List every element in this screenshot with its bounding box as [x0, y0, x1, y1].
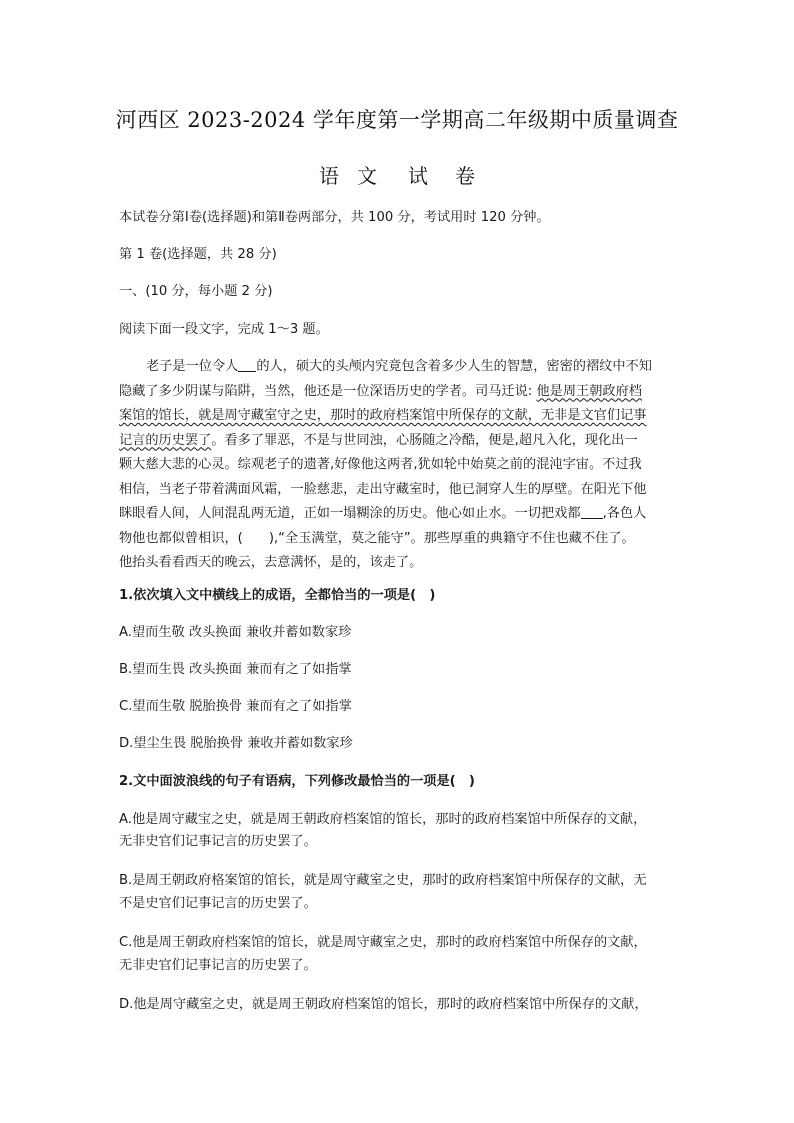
- passage-text: 眯眼看人间，人间混乱两无道，正如一塌糊涂的历史。他心如止水。一切把戏都: [119, 506, 581, 521]
- passage-text: 物他也都似曾相识，(: [119, 530, 243, 546]
- wavy-sentence: 他是周王朝政府档: [536, 383, 642, 399]
- exam-title: 河西区 2023-2024 学年度第一学期高二年级期中质量调查: [115, 108, 679, 132]
- reading-passage: [119, 355, 684, 576]
- fill-blank: [238, 357, 256, 372]
- question-1-option-a: A.望而生敬 改头换面 兼收并蓄如数家珍: [119, 625, 352, 640]
- exam-intro: 本试卷分第Ⅰ卷(选择题)和第Ⅱ卷两部分，共 100 分，考试用时 120 分钟。: [119, 210, 550, 225]
- passage-line: [119, 380, 684, 405]
- subtitle-char: 卷: [455, 164, 475, 188]
- question-1-option-d: D.望尘生畏 脱胎换骨 兼收并蓄如数家珍: [119, 736, 353, 751]
- passage-line: 颗大慈大悲的心灵。综观老子的遗著,好像他这两者,犹如轮中始莫之前的混沌字宙。不过我: [119, 457, 642, 472]
- passage-text: ),“全玉满堂，莫之能守”。那些厚重的典籍守不住也藏不住了。: [268, 530, 635, 546]
- question-1-option-c: C.望而生敬 脱胎换骨 兼而有之了如指掌: [119, 699, 352, 714]
- passage-line: [119, 429, 684, 454]
- passage-text: 隐藏了多少阴谋与陷阱，当然，他还是一位深语历史的学者。司马迁说:: [119, 383, 537, 399]
- question-2-option-c-line1: C.他是周王朝政府档案馆的馆长，就是周守藏室之史，那时的政府档案馆中所保存的文献，: [119, 935, 647, 950]
- passage-line: 他抬头看看西天的晚云，去意满怀，是的，该走了。: [119, 555, 423, 570]
- question-2-option-c-line2: 无非史官们记事记言的历史罢了。: [119, 958, 317, 973]
- subtitle-char: 文: [357, 164, 377, 188]
- question-1-option-b: B.望而生畏 改头换面 兼而有之了如指掌: [119, 662, 352, 677]
- fill-blank: [581, 504, 603, 519]
- wavy-sentence: 案馆的馆长，就是周守藏室守之史，那时的政府档案馆中所保存的文献，无非是文官们记事: [119, 408, 647, 423]
- part-label: 一、(10 分，每小题 2 分): [119, 284, 273, 299]
- question-2-option-b-line2: 不是史官们记事记言的历史罢了。: [119, 896, 317, 911]
- reading-instruction: 阅读下面一段文字，完成 1～3 题。: [119, 322, 329, 337]
- question-2-option-a-line2: 无非史官们记事记言的历史罢了。: [119, 834, 317, 849]
- passage-text: 的人，硕大的头颅内究竟包含着多少人生的智慧，密密的褶纹中不知: [256, 359, 652, 374]
- subtitle-char: 试: [408, 164, 428, 188]
- section-label: 第 1 卷(选择题，共 28 分): [119, 247, 277, 262]
- passage-line: 相信，当老子带着满面风霜，一脸慈悲，走出守藏室时，他已洞穿人生的厚壁。在阳光下他: [119, 481, 647, 497]
- passage-text: 老子是一位令人: [146, 359, 239, 374]
- question-1-stem: 1.依次填入文中横线上的成语，全都恰当的一项是( ): [119, 588, 436, 603]
- passage-line: [119, 355, 684, 380]
- exam-subtitle: [0, 160, 794, 189]
- passage-text: 。看多了罪恶，不是与世同浊，心肠随之冷酷，便是,超凡入化，现化出一: [211, 432, 638, 448]
- question-2-stem: 2.文中面波浪线的句子有语病，下列修改最恰当的一项是( ): [119, 774, 475, 789]
- question-2-option-a-line1: A.他是周守藏宝之史，就是周王朝政府档案馆的馆长，那时的政府档案馆中所保存的文献，: [119, 812, 647, 827]
- passage-line: [119, 502, 684, 527]
- passage-line: [119, 527, 684, 552]
- question-2-option-b-line1: B.是周王朝政府格案馆的馆长，就是周守藏室之史，那时的政府档案馆中所保存的文献，无: [119, 873, 647, 888]
- passage-text: ,各色人: [602, 506, 647, 521]
- subtitle-char: 语: [319, 164, 339, 188]
- wavy-sentence: 记言的历史罢了: [119, 432, 212, 448]
- question-2-option-d-line1: D.他是周守藏室之史，就是周王朝政府档案馆的馆长，那时的政府档案馆中所保存的文献，: [119, 997, 648, 1012]
